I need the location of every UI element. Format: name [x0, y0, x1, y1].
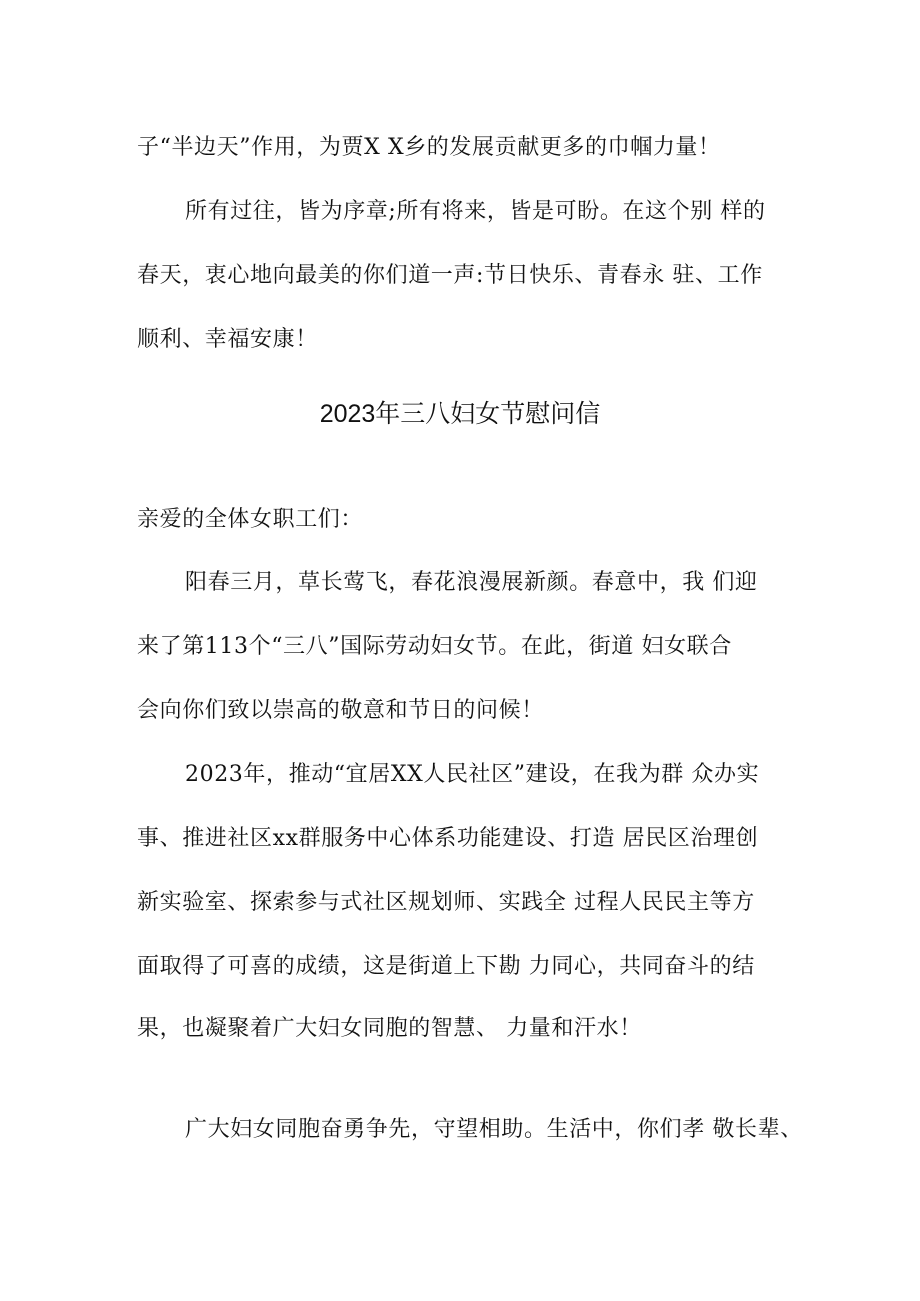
salutation: 亲爱的全体女职工们：: [137, 507, 364, 532]
prev-letter-line-2: 所有过往，皆为序章;所有将来，皆是可盼。在这个别 样的: [185, 199, 766, 224]
paragraph-2-line-1: 2023年，推动“宜居XX人民社区”建设，在我为群 众办实: [185, 762, 760, 787]
prev-letter-line-3: 春天，衷心地向最美的你们道一声:节日快乐、青春永 驻、工作: [137, 263, 763, 288]
paragraph-2-line-2: 事、推进社区xx群服务中心体系功能建设、打造 居民区治理创: [137, 826, 759, 851]
paragraph-2-line-4: 面取得了可喜的成绩，这是街道上下勘 力同心，共同奋斗的结: [137, 954, 755, 979]
letter-title: 2023年三八妇女节慰问信: [319, 400, 601, 428]
paragraph-2-line-3: 新实验室、探索参与式社区规划师、实践全 过程人民民主等方: [137, 890, 755, 915]
paragraph-2-line-5: 果，也凝聚着广大妇女同胞的智慧、 力量和汗水！: [137, 1016, 642, 1041]
prev-letter-line-1: 子“半边天”作用，为贾X X乡的发展贡献更多的巾帼力量！: [137, 135, 721, 160]
paragraph-1-line-3: 会向你们致以崇高的敬意和节日的问候！: [137, 698, 544, 723]
prev-letter-line-4: 顺利、幸福安康！: [137, 327, 318, 352]
paragraph-1-line-1: 阳春三月，草长莺飞，春花浪漫展新颜。春意中，我 们迎: [185, 570, 758, 595]
paragraph-3-line-1: 广大妇女同胞奋勇争先，守望相助。生活中，你们孝 敬长辈、: [185, 1117, 803, 1142]
paragraph-1-line-2: 来了第113个“三八”国际劳动妇女节。在此，街道 妇女联合: [137, 634, 732, 659]
